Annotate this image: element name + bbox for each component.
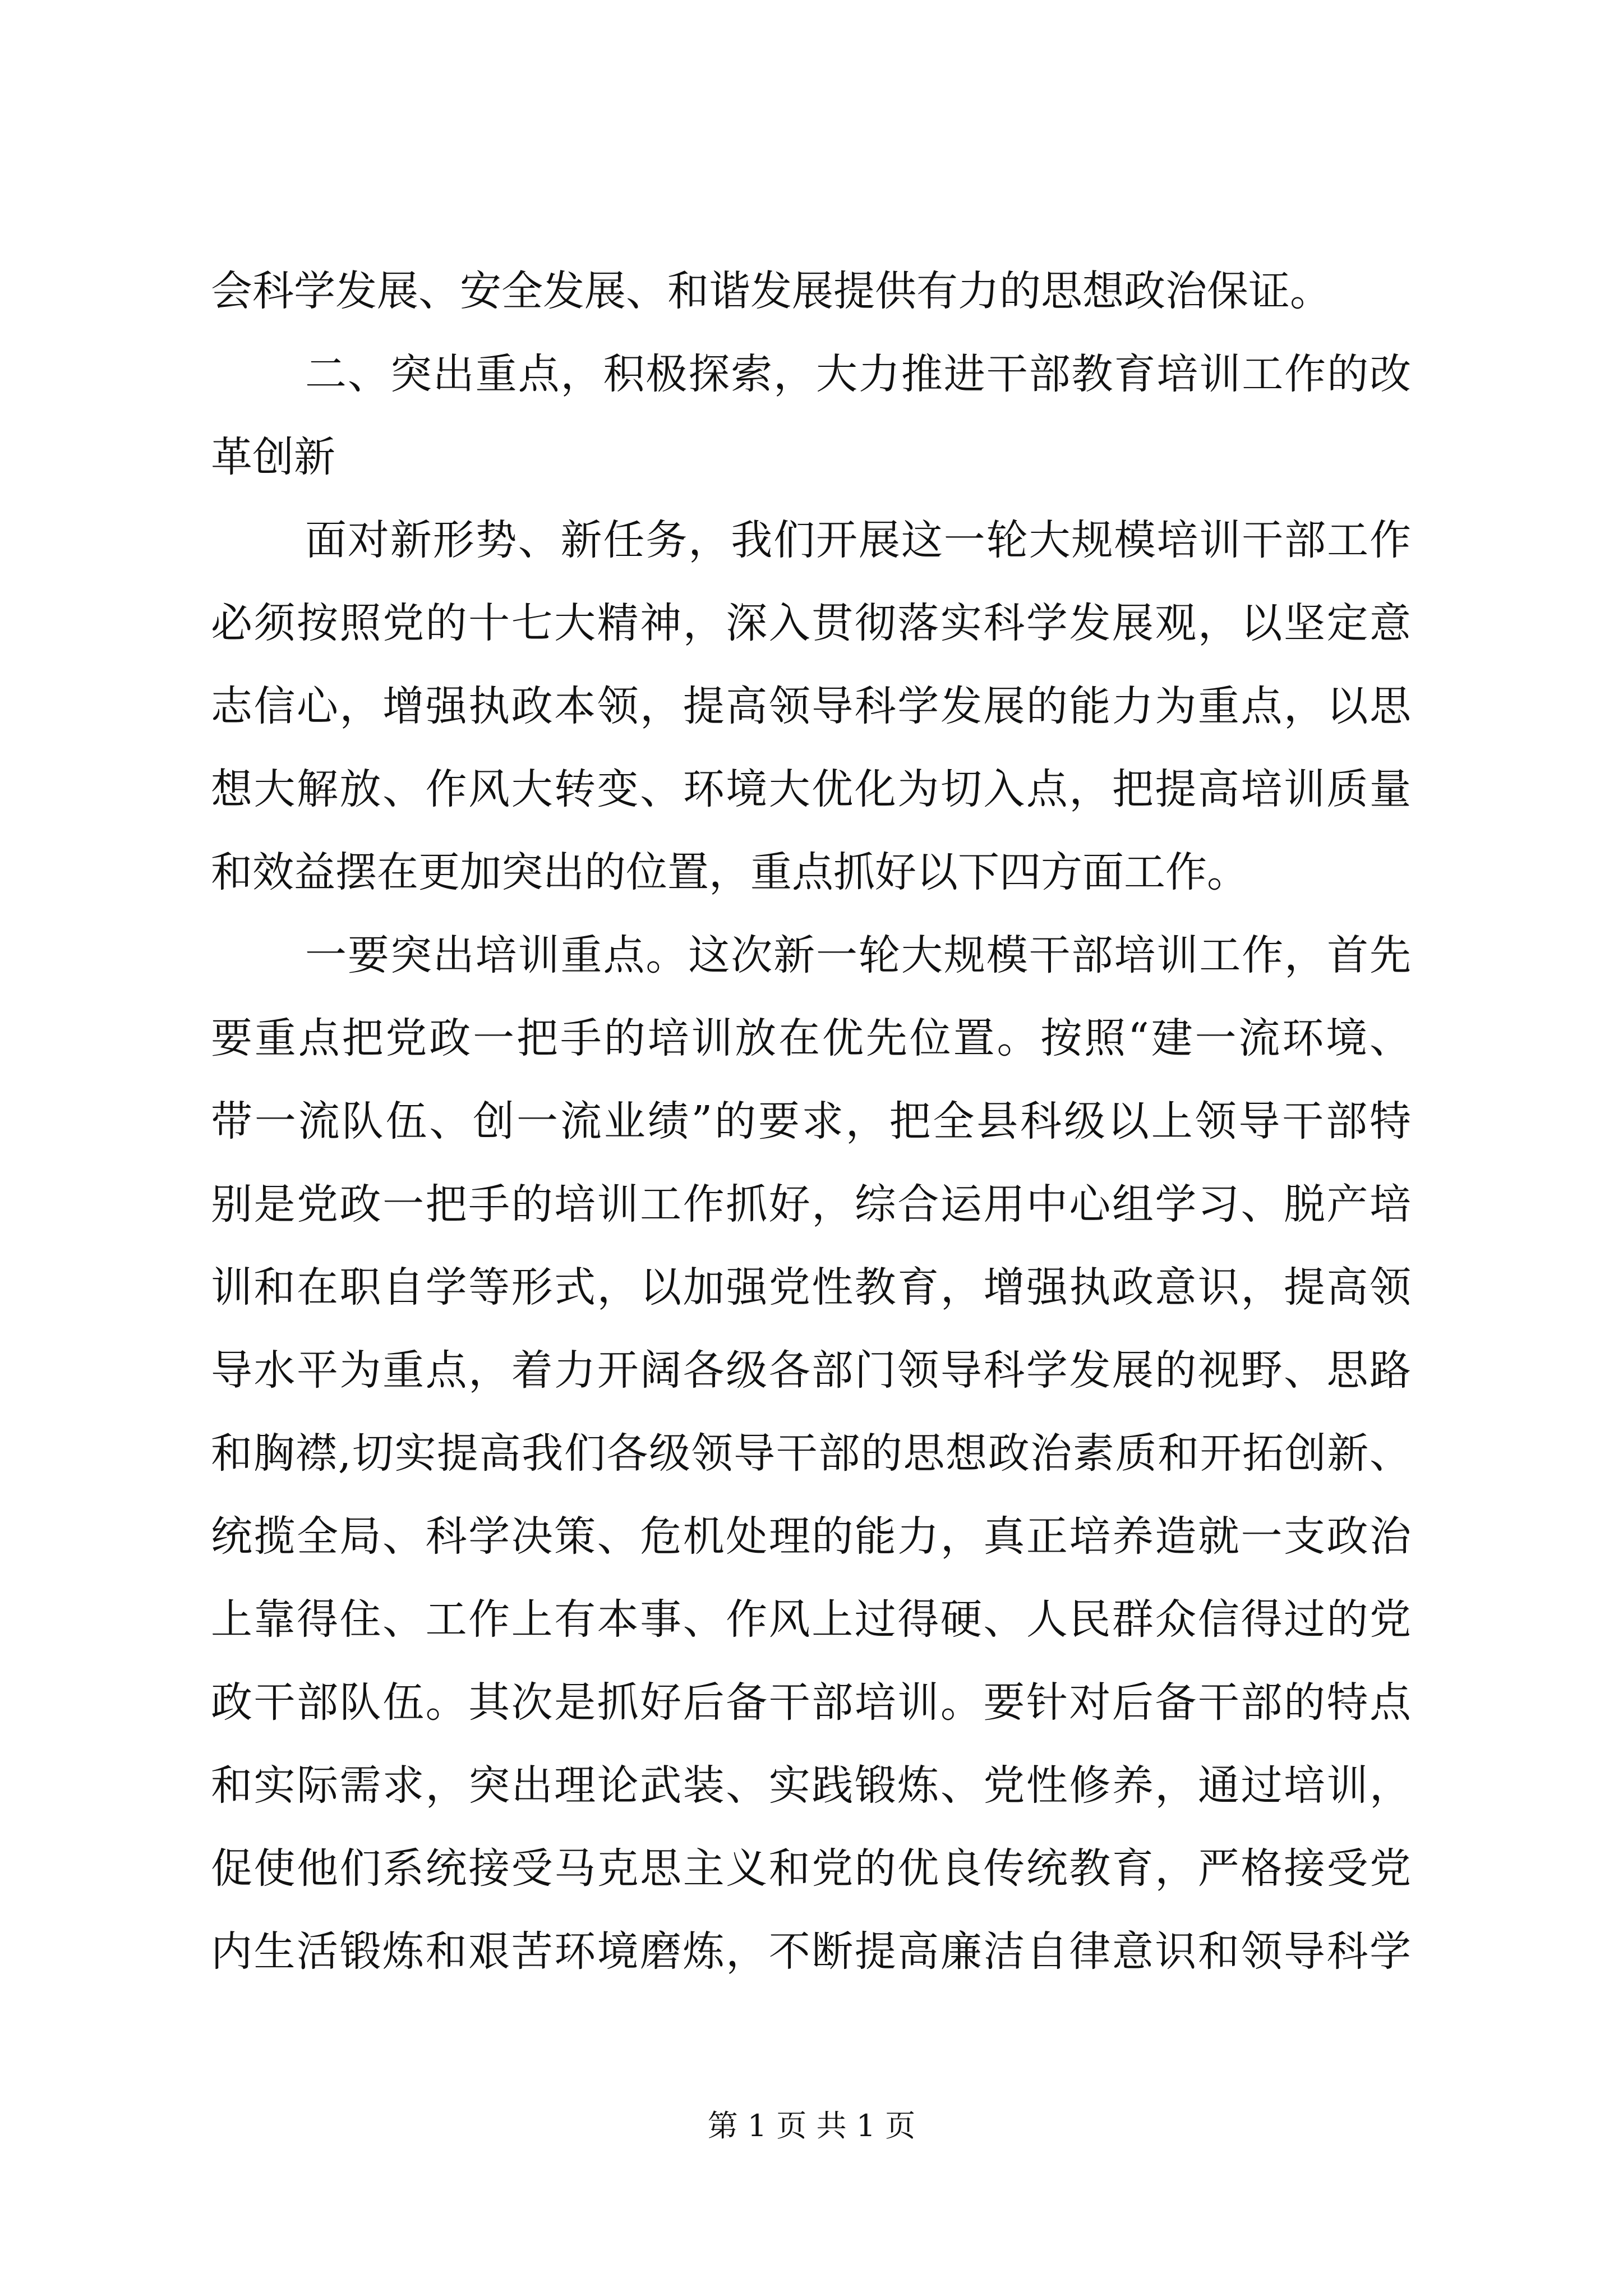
- text-line: 必须按照党的十七大精神，深入贯彻落实科学发展观，以坚定意: [211, 599, 1411, 647]
- text-line: 面对新形势、新任务，我们开展这一轮大规模培训干部工作: [305, 516, 1411, 564]
- text-line: 和效益摆在更加突出的位置，重点抓好以下四方面工作。: [211, 848, 1248, 896]
- text-line: 促使他们系统接受马克思主义和党的优良传统教育，严格接受党: [211, 1844, 1411, 1893]
- section-heading-line: 革创新: [211, 433, 335, 481]
- text-line: 想大解放、作风大转变、环境大优化为切入点，把提高培训质量: [211, 765, 1411, 813]
- text-line: 会科学发展、安全发展、和谐发展提供有力的思想政治保证。: [211, 267, 1331, 315]
- document-body: [211, 250, 1411, 1993]
- text-line: 政干部队伍。其次是抓好后备干部培训。要针对后备干部的特点: [211, 1678, 1411, 1727]
- text-line: 内生活锻炼和艰苦环境磨炼，不断提高廉洁自律意识和领导科学: [211, 1927, 1411, 1976]
- text-line: 和实际需求，突出理论武装、实践锻炼、党性修养，通过培训，: [211, 1761, 1411, 1810]
- text-line: 统揽全局、科学决策、危机处理的能力，真正培养造就一支政治: [211, 1512, 1411, 1561]
- text-line: 带一流队伍、创一流业绩”的要求，把全县科级以上领导干部特: [211, 1097, 1411, 1145]
- text-line: 和胸襟,切实提高我们各级领导干部的思想政治素质和开拓创新、: [211, 1429, 1411, 1478]
- text-line: 志信心，增强执政本领，提高领导科学发展的能力为重点，以思: [211, 682, 1411, 730]
- text-line: 导水平为重点，着力开阔各级各部门领导科学发展的视野、思路: [211, 1346, 1411, 1395]
- text-line: 要重点把党政一把手的培训放在优先位置。按照“建一流环境、: [211, 1014, 1411, 1062]
- text-line: 别是党政一把手的培训工作抓好，综合运用中心组学习、脱产培: [211, 1180, 1411, 1228]
- text-line: 训和在职自学等形式，以加强党性教育，增强执政意识，提高领: [211, 1263, 1411, 1312]
- page-number-footer: 第 1 页 共 1 页: [707, 2108, 916, 2143]
- section-heading-line: 二、突出重点，积极探索，大力推进干部教育培训工作的改: [305, 350, 1411, 398]
- text-line: 一要突出培训重点。这次新一轮大规模干部培训工作，首先: [305, 931, 1411, 979]
- text-line: 上靠得住、工作上有本事、作风上过得硬、人民群众信得过的党: [211, 1595, 1411, 1644]
